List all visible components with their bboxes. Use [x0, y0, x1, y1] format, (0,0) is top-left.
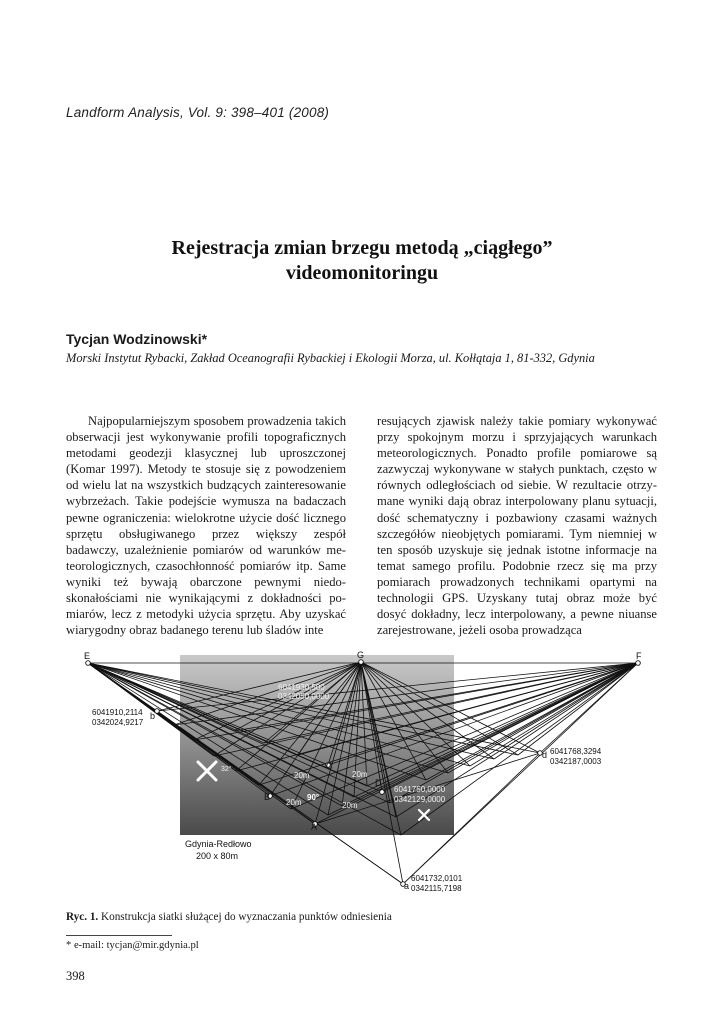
coord-d-1: 6041768,3294	[550, 747, 602, 756]
caption-text: Konstrukcja siatki służącej do wyznaczania punktów odniesienia	[98, 911, 392, 923]
dist-label-3: 20m	[286, 798, 302, 807]
point-D	[380, 790, 385, 795]
label-d: d	[542, 750, 548, 760]
coord-D-2: 0342129,0000	[394, 795, 446, 804]
article-title	[0, 236, 724, 286]
dist-label-2: 20m	[352, 770, 368, 779]
label-A: A	[311, 822, 318, 832]
coord-d-2: 0342187,0003	[550, 757, 602, 766]
coord-b-1: 6041910,2114	[92, 708, 143, 717]
site-name: Gdynia-Redłowo	[185, 839, 252, 849]
footnote: * e-mail: tycjan@mir.gdynia.pl	[66, 940, 199, 951]
title-line-2: videomonitoringu	[285, 262, 439, 284]
coord-top-1: 6041930,500	[278, 683, 325, 692]
coord-a-2: 0342115,7198	[411, 884, 462, 893]
coord-a-1: 6041732,0101	[411, 874, 463, 883]
dist-label-1: 20m	[294, 771, 310, 780]
coord-top-2: 0342050,0000	[278, 692, 330, 701]
caption-label: Ryc. 1.	[66, 911, 99, 923]
footnote-rule	[66, 935, 172, 936]
angle-label: 90°	[307, 793, 320, 802]
label-E: E	[84, 651, 91, 661]
journal-citation: Landform Analysis, Vol. 9: 398–401 (2008)	[66, 105, 330, 120]
label-B: B	[264, 792, 271, 802]
coord-b-2: 0342024,9217	[92, 718, 144, 727]
dist-label-4: 20m	[342, 801, 358, 810]
label-F: F	[636, 651, 642, 661]
point-G	[359, 660, 364, 665]
body-column-right: resujących zjawisk należy takie pomiary wykonywać przy spokojnym morzu i sprzyjających warunkach meteorologicznych. Ponadto profile pomiarowe są zazwyczaj wykonywane w stałych punktach, często w równych odległościach od siebie. W rezultacie otrzymane wyniki dają obraz interpolowany planu sytuacji, dość schematyczny i pozbawiony czasami ważnych szczegółów nieobjętych pomiarami. Tym niemniej w ten sposób uzyskuje się jednak istotne informacje na temat samego profilu. Podobnie rzecz się ma przy pomiarach prowadzonych technikami opartymi na technologii GPS. Uzyskany tutaj obraz może być dosyć dokładny, lecz interpolowany, a pewne niuanse zarejestrowane, jeżeli osoba prowadząca	[377, 414, 657, 638]
angle-small-label: 32°	[221, 766, 232, 773]
coord-D-1: 6041750,0000	[394, 785, 446, 794]
point-F	[636, 661, 641, 666]
label-D: D	[375, 778, 382, 788]
point-b	[155, 709, 160, 714]
label-a: a	[404, 881, 410, 891]
label-G: G	[357, 650, 365, 660]
figure-grid-construction	[66, 645, 666, 895]
site-size: 200 x 80m	[196, 851, 239, 861]
author-affiliation: Morski Instytut Rybacki, Zakład Oceanografii Rybackiej i Ekologii Morza, ul. Kołłątaja 1, 81-332, Gdynia	[66, 351, 595, 365]
label-b: b	[150, 711, 156, 721]
point-E	[86, 661, 91, 666]
page-number: 398	[66, 969, 85, 983]
title-line-1: Rejestracja zmian brzegu metodą „ciągłego”	[171, 237, 553, 259]
author-name: Tycjan Wodzinowski*	[66, 331, 208, 347]
ray-F-21	[494, 663, 638, 759]
figure-caption	[66, 911, 392, 923]
label-C: C	[326, 761, 333, 771]
body-column-left: Najpopularniejszym sposobem prowadzenia takich obserwacji jest wykonywanie profili topograficznych metodami geodezji klasycznej lub uproszczonej (Komar 1997). Metody te stosuje się z powodzeniem od wielu lat na wszystkich budzących zainteresowanie wybrzeżach. Takie podejście wymusza na badaczach pewne ograniczenia: wielokrotne użycie dość licznego sprzętu obsługiwanego przez większy zespół badawczy, uzależnienie pomiarów od warunków meteorologicznych, czasochłonność pomiarów itp. Same wyniki też bywają obarczone pewnymi niedoskonałościami nie wynikającymi z dokładności pomiarów, lecz z metodyki użycia sprzętu. Aby uzyskać wiarygodny obraz badanego terenu lub śladów inte	[66, 414, 346, 638]
